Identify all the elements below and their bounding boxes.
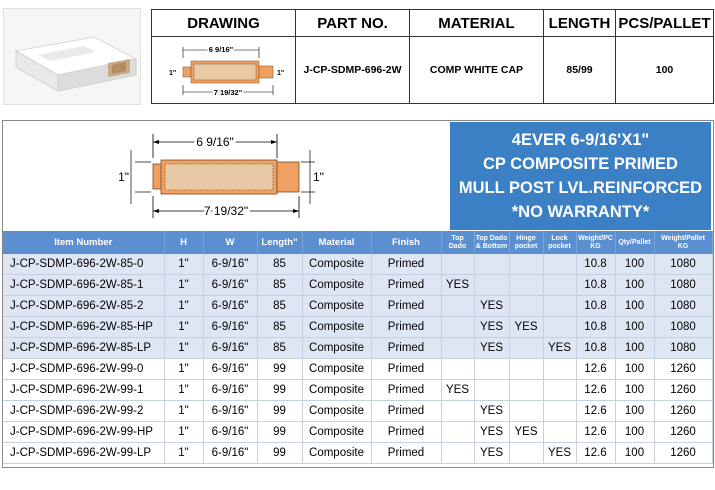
mull-post-photo-icon [4,9,140,104]
cell-material: Composite [302,422,371,443]
cell-weight-pallet: 1080 [654,338,712,359]
cell-weight-pallet: 1260 [654,401,712,422]
cell-length: 85 [257,275,302,296]
table-row [3,380,712,401]
cell-length: 85 [257,296,302,317]
cell-item: J-CP-SDMP-696-2W-85-2 [3,296,164,317]
cell-weight-pallet: 1260 [654,443,712,464]
cell-finish: Primed [371,380,441,401]
cell-top-dado [441,338,474,359]
cell-top-dado: YES [441,380,474,401]
cell-weight-pc: 12.6 [576,380,615,401]
th-weight-pallet: Weight/Pallet KG [654,231,712,254]
th-h: H [164,231,203,254]
cell-material: Composite [302,443,371,464]
cell-top-dado-bottom: YES [474,296,509,317]
cell-hinge [509,254,543,275]
cell-top-dado [441,296,474,317]
cell-qty: 100 [615,317,654,338]
cell-hinge [509,338,543,359]
title-line-1: 4EVER 6-9/16'X1" [511,131,650,149]
cell-top-dado-bottom: YES [474,401,509,422]
cell-weight-pc: 10.8 [576,317,615,338]
table-row [3,422,712,443]
cell-top-dado-bottom: YES [474,422,509,443]
cell-w: 6-9/16" [203,401,257,422]
cell-qty: 100 [615,401,654,422]
th-top-dado-bottom: Top Dado & Bottom [474,231,509,254]
cell-length: 99 [257,401,302,422]
cell-qty: 100 [615,254,654,275]
table-row [3,296,712,317]
cell-item: J-CP-SDMP-696-2W-85-LP [3,338,164,359]
cell-length: 99 [257,443,302,464]
cell-h: 1" [164,254,203,275]
cell-top-dado [441,401,474,422]
cell-lock: YES [543,443,576,464]
cell-h: 1" [164,338,203,359]
cell-hinge [509,380,543,401]
cell-h: 1" [164,443,203,464]
small-top-dim: 6 9/16" [208,45,233,54]
cell-weight-pc: 12.6 [576,359,615,380]
table-header-row [3,231,712,254]
cell-lock [543,422,576,443]
th-material: Material [302,231,371,254]
title-line-3: MULL POST LVL.REINFORCED [458,179,703,197]
large-top-dim: 6 9/16" [196,135,234,149]
small-bottom-dim: 7 19/32" [213,88,242,97]
th-qty-pallet: Qty/Pallet [615,231,654,254]
cell-finish: Primed [371,401,441,422]
cell-lock [543,359,576,380]
large-profile-drawing [3,122,448,230]
cell-weight-pallet: 1080 [654,317,712,338]
cell-lock [543,254,576,275]
cell-h: 1" [164,380,203,401]
part-no-value: J-CP-SDMP-696-2W [296,37,410,104]
cell-weight-pallet: 1080 [654,254,712,275]
cell-w: 6-9/16" [203,275,257,296]
cell-weight-pc: 12.6 [576,401,615,422]
cell-length: 85 [257,254,302,275]
cell-finish: Primed [371,338,441,359]
cell-top-dado-bottom: YES [474,317,509,338]
cell-finish: Primed [371,275,441,296]
cell-h: 1" [164,296,203,317]
cell-finish: Primed [371,422,441,443]
cell-hinge [509,359,543,380]
cell-w: 6-9/16" [203,296,257,317]
cell-qty: 100 [615,275,654,296]
table-row [3,317,712,338]
cell-w: 6-9/16" [203,380,257,401]
cell-h: 1" [164,401,203,422]
cell-weight-pallet: 1260 [654,422,712,443]
table-row [3,275,712,296]
cell-qty: 100 [615,443,654,464]
cell-weight-pc: 10.8 [576,254,615,275]
cell-weight-pallet: 1260 [654,380,712,401]
cell-item: J-CP-SDMP-696-2W-85-HP [3,317,164,338]
cell-hinge [509,401,543,422]
cell-length: 85 [257,317,302,338]
cell-weight-pc: 10.8 [576,275,615,296]
col-material: MATERIAL [410,10,544,37]
cell-weight-pc: 10.8 [576,296,615,317]
cell-material: Composite [302,338,371,359]
title-line-2: CP COMPOSITE PRIMED [483,155,678,173]
cell-w: 6-9/16" [203,254,257,275]
cell-qty: 100 [615,380,654,401]
cell-top-dado-bottom [474,380,509,401]
cell-item: J-CP-SDMP-696-2W-99-1 [3,380,164,401]
th-top-dado: Top Dado [441,231,474,254]
cell-finish: Primed [371,359,441,380]
col-length: LENGTH [544,10,616,37]
cell-w: 6-9/16" [203,359,257,380]
cell-material: Composite [302,254,371,275]
cell-w: 6-9/16" [203,443,257,464]
cell-lock [543,275,576,296]
cell-top-dado [441,443,474,464]
cell-finish: Primed [371,317,441,338]
cell-material: Composite [302,317,371,338]
cell-qty: 100 [615,296,654,317]
cell-weight-pc: 12.6 [576,443,615,464]
pcs-pallet-value: 100 [616,37,714,104]
small-profile-drawing [153,37,295,103]
cell-h: 1" [164,359,203,380]
cell-top-dado [441,359,474,380]
table-row [3,401,712,422]
cell-material: Composite [302,401,371,422]
cell-material: Composite [302,275,371,296]
cell-hinge [509,443,543,464]
length-value: 85/99 [544,37,616,104]
cell-lock [543,401,576,422]
th-weight-pc: Weight/PC KG [576,231,615,254]
small-left-dim: 1" [168,70,176,77]
cell-top-dado: YES [441,275,474,296]
profile-drawing-area [3,122,448,230]
cell-item: J-CP-SDMP-696-2W-85-0 [3,254,164,275]
cell-w: 6-9/16" [203,338,257,359]
cell-finish: Primed [371,443,441,464]
cell-hinge: YES [509,422,543,443]
th-item-number: Item Number [3,231,164,254]
cell-length: 99 [257,422,302,443]
cell-hinge [509,296,543,317]
cell-h: 1" [164,275,203,296]
cell-top-dado-bottom: YES [474,443,509,464]
cell-h: 1" [164,317,203,338]
cell-item: J-CP-SDMP-696-2W-99-0 [3,359,164,380]
cell-material: Composite [302,296,371,317]
cell-top-dado [441,317,474,338]
cell-lock: YES [543,338,576,359]
cell-lock [543,296,576,317]
cell-qty: 100 [615,422,654,443]
cell-weight-pc: 10.8 [576,338,615,359]
item-table [3,231,713,464]
cell-top-dado-bottom [474,275,509,296]
cell-hinge [509,275,543,296]
cell-length: 99 [257,359,302,380]
cell-qty: 100 [615,338,654,359]
small-right-dim: 1" [276,70,284,77]
table-row [3,254,712,275]
th-length: Length" [257,231,302,254]
cell-finish: Primed [371,296,441,317]
header-info-table [151,9,714,104]
cell-finish: Primed [371,254,441,275]
large-left-dim: 1" [118,170,129,184]
large-bottom-dim: 7 19/32" [203,204,249,218]
product-title-box [450,122,711,230]
cell-h: 1" [164,422,203,443]
cell-lock [543,317,576,338]
cell-top-dado-bottom: YES [474,338,509,359]
title-line-4: *NO WARRANTY* [511,203,650,221]
cell-item: J-CP-SDMP-696-2W-85-1 [3,275,164,296]
table-row [3,338,712,359]
cell-w: 6-9/16" [203,422,257,443]
cell-weight-pallet: 1080 [654,296,712,317]
cell-w: 6-9/16" [203,317,257,338]
cell-item: J-CP-SDMP-696-2W-99-LP [3,443,164,464]
th-w: W [203,231,257,254]
cell-top-dado-bottom [474,254,509,275]
cell-weight-pc: 12.6 [576,422,615,443]
th-finish: Finish [371,231,441,254]
col-drawing: DRAWING [152,10,296,37]
cell-item: J-CP-SDMP-696-2W-99-HP [3,422,164,443]
product-photo [3,8,141,105]
table-row [3,443,712,464]
cell-weight-pallet: 1260 [654,359,712,380]
cell-top-dado [441,254,474,275]
col-part-no: PART NO. [296,10,410,37]
cell-material: Composite [302,380,371,401]
large-right-dim: 1" [313,170,324,184]
th-hinge-pocket: Hinge pocket [509,231,543,254]
cell-top-dado-bottom [474,359,509,380]
cell-weight-pallet: 1080 [654,275,712,296]
table-row [3,359,712,380]
cell-material: Composite [302,359,371,380]
th-lock-pocket: Lock pocket [543,231,576,254]
cell-hinge: YES [509,317,543,338]
cell-length: 85 [257,338,302,359]
cell-item: J-CP-SDMP-696-2W-99-2 [3,401,164,422]
cell-qty: 100 [615,359,654,380]
cell-lock [543,380,576,401]
material-value: COMP WHITE CAP [410,37,544,104]
cell-length: 99 [257,380,302,401]
cell-top-dado [441,422,474,443]
small-drawing-cell [152,37,296,104]
col-pcs-pallet: PCS/PALLET [616,10,714,37]
